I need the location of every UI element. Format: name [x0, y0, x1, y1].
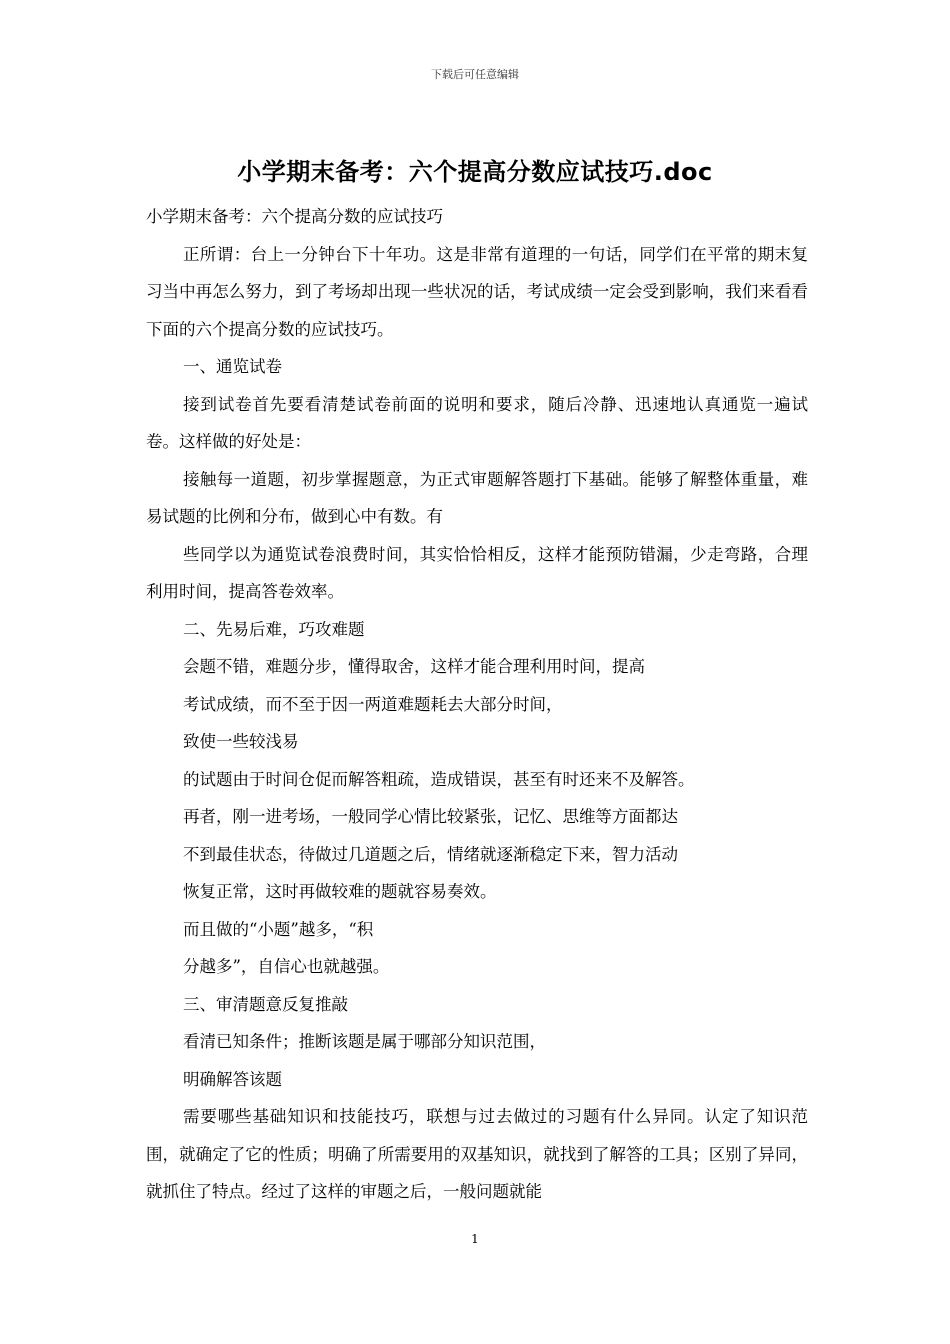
paragraph-line: 不到最佳状态，待做过几道题之后，情绪就逐渐稳定下来，智力活动	[183, 844, 678, 864]
paragraph-line: 分越多”，自信心也就越强。	[183, 957, 390, 976]
paragraph-line: 而且做的“小题”越多，“积	[183, 919, 374, 939]
paragraph-intro: 正所谓：台上一分钟台下十年功。这是非常有道理的一句话，同学们在平常的期末复习当中再怎么努力，到了考场却出现一些状况的话，考试成绩一定会受到影响，我们来看看下面的六个提高分数的应试技巧。	[146, 244, 808, 339]
paragraph-line: 会题不错，难题分步，懂得取舍，这样才能合理利用时间，提高	[183, 657, 645, 676]
document-body	[146, 198, 808, 1211]
paragraph-line: 致使一些较浅易	[183, 732, 299, 751]
section-heading-1: 一、通览试卷	[183, 357, 282, 376]
section-heading-2: 二、先易后难，巧攻难题	[183, 619, 365, 639]
paragraph: 需要哪些基础知识和技能技巧，联想与过去做过的习题有什么异同。认定了知识范围，就确定了它的性质；明确了所需要用的双基知识，就找到了解答的工具；区别了异同，就抓住了特点。经过了这样的审题之后，一般问题就能	[146, 1107, 808, 1201]
page-number: 1	[471, 1232, 479, 1246]
paragraph-line: 的试题由于时间仓促而解答粗疏，造成错误，甚至有时还来不及解答。	[183, 769, 695, 789]
paragraph: 些同学以为通览试卷浪费时间，其实恰恰相反，这样才能预防错漏，少走弯路，合理利用时间，提高答卷效率。	[146, 544, 808, 601]
section-heading-3: 三、审清题意反复推敲	[183, 994, 348, 1014]
paragraph-line: 恢复正常，这时再做较难的题就容易奏效。	[183, 882, 497, 901]
paragraph-line: 考试成绩，而不至于因一两道难题耗去大部分时间，	[183, 694, 563, 714]
paragraph-line: 看清已知条件；推断该题是属于哪部分知识范围，	[183, 1032, 546, 1051]
paragraph: 接到试卷首先要看清楚试卷前面的说明和要求，随后冷静、迅速地认真通览一遍试卷。这样做的好处是：	[146, 394, 808, 451]
paragraph: 接触每一道题，初步掌握题意，为正式审题解答题打下基础。能够了解整体重量，难易试题的比例和分布，做到心中有数。有	[146, 469, 808, 526]
document-title: 小学期末备考：六个提高分数应试技巧.doc	[237, 158, 713, 186]
paragraph-line: 再者，刚一进考场，一般同学心情比较紧张，记忆、思维等方面都达	[183, 807, 678, 826]
subtitle-line: 小学期末备考：六个提高分数的应试技巧	[146, 207, 443, 226]
page-header: 下载后可任意编辑	[431, 68, 519, 81]
paragraph-line: 明确解答该题	[183, 1069, 282, 1089]
